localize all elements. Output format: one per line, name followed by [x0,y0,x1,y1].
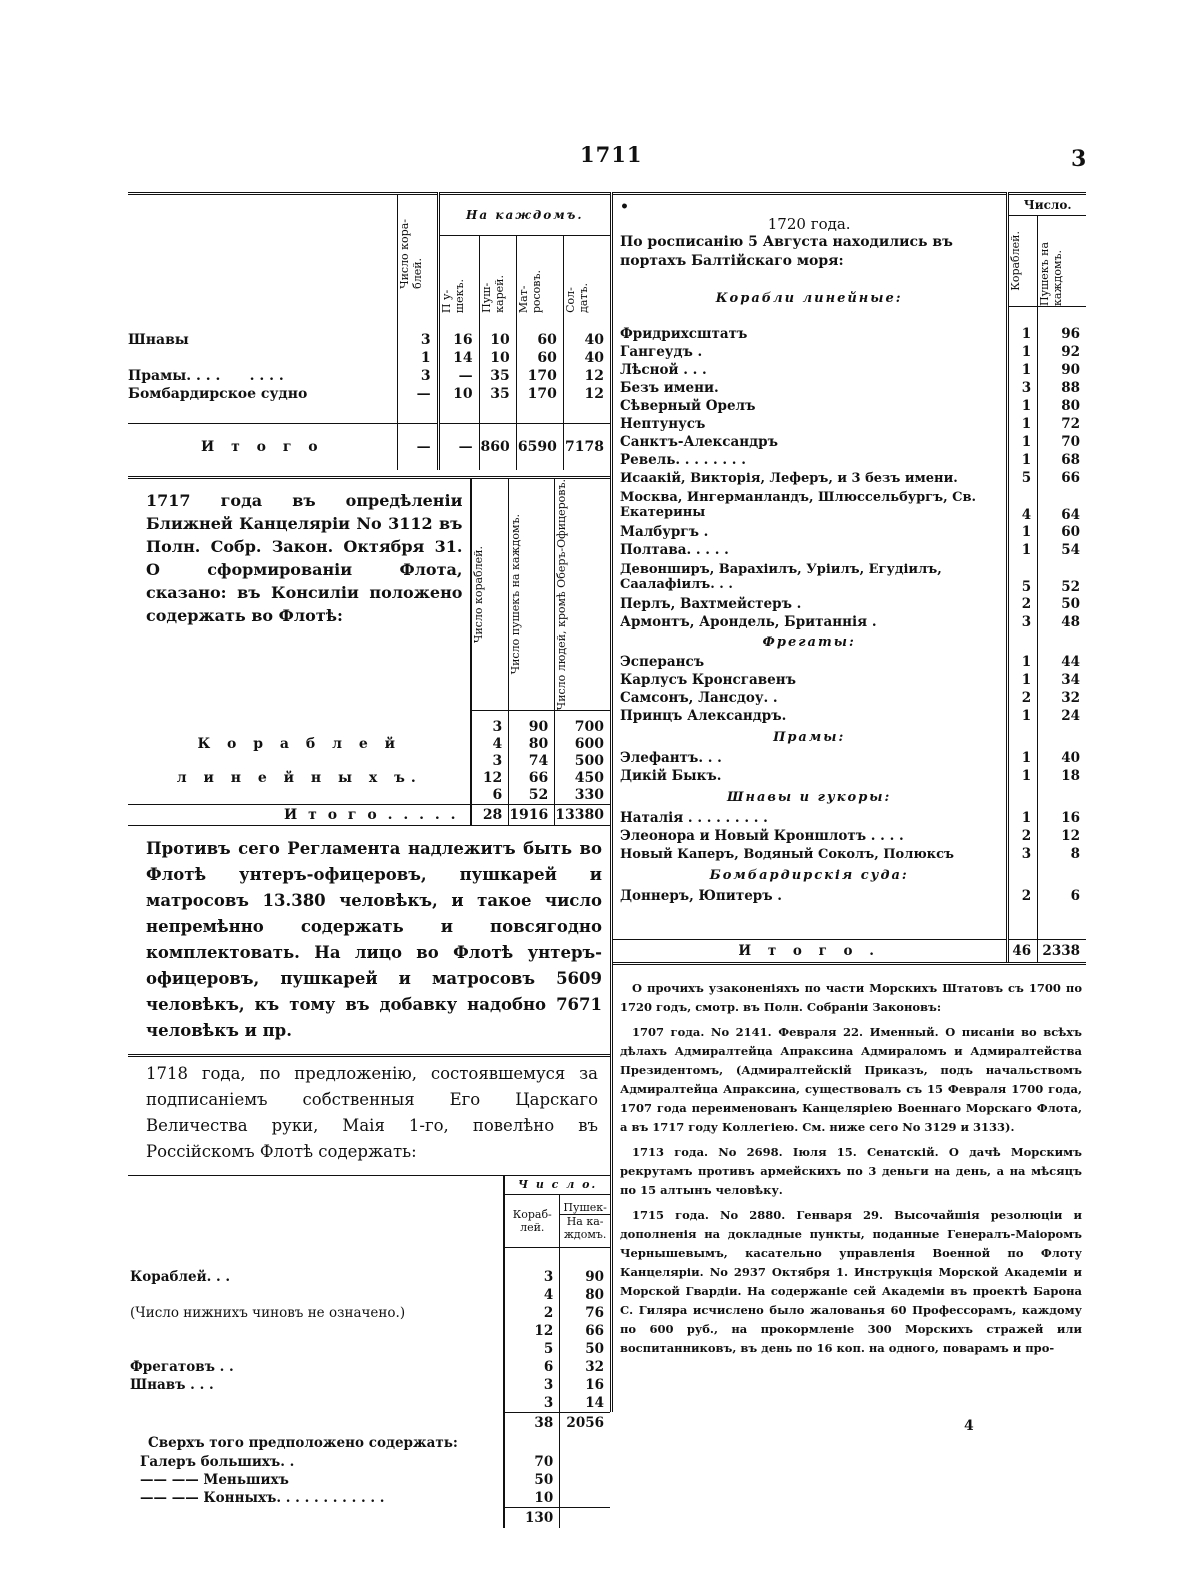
table-row: Армонтъ, Арондель, Британнія . 3 48 [612,613,1086,631]
table-row: Самсонъ, Лансдоу. . 2 32 [612,689,1086,707]
running-year: 1711 [580,142,643,167]
table-row: Полтава. . . . . 1 54 [612,541,1086,559]
page-header [0,142,1191,172]
table-total-row: И т о г о . . . . . 28 1916 13380 [128,804,610,825]
signature-mark: 4 [964,1418,974,1434]
table-row: Лѣсной . . . 1 90 [612,361,1086,379]
table-row: 1 14 10 60 40 [128,349,610,367]
table-row: Санктъ-Александръ 1 70 [612,433,1086,451]
section-1720-text: По росписанію 5 Августа находились въ портахъ Балтійскаго моря: [620,234,953,269]
table-row: 3 74 500 [128,753,610,770]
table-row: л и н е й н ы х ъ. 12 66 450 [128,770,610,787]
table-row: (Число нижнихъ чиновъ не означено.) 2 76 [128,1304,610,1322]
table-row: Галеръ большихъ. . 70 [128,1453,610,1471]
table-row: 4 80 [128,1286,610,1304]
table-row: Карлусъ Кронсгавенъ 1 34 [612,671,1086,689]
table-row: Исаакій, Викторія, Леферъ, и 3 безъ имени. 5 66 [612,469,1086,487]
table-row: Перлъ, Вахтмейстеръ . 2 50 [612,595,1086,613]
section-1717-text: 1717 года въ опредѣленіи Ближней Канцеляріи No 3112 въ Полн. Собр. Закон. Октября 31. О сформированіи Флота, сказано: въ Консиліи положено содержать во Флотѣ: [146,491,463,625]
table-total-row: И т о г о . 46 2338 [612,940,1086,963]
table-row: Москва, Ингерманландъ, Шлюссельбургъ, Св. Екатерины 4 64 [612,487,1086,523]
col-sailors: Мат- росовъ. [516,269,543,313]
table-row: 5 50 [128,1340,610,1358]
table-row: Фридрихсштатъ 1 96 [612,325,1086,343]
table-row: Шнавъ . . . 3 16 [128,1376,610,1394]
table-row: Дикій Быкъ. 1 18 [612,767,1086,785]
table-row: Шнавы 3 16 10 60 40 [128,331,610,349]
table-row: Эсперансъ 1 44 [612,653,1086,671]
table-row: Безъ имени. 3 88 [612,379,1086,397]
right-column [612,192,1090,1358]
table-1711-vessels [128,192,610,470]
table-row: Нептунусъ 1 72 [612,415,1086,433]
left-column [128,192,613,1526]
table-row: К о р а б л е й 4 80 600 [128,736,610,753]
table-row: Элеонора и Новый Кроншлотъ . . . . 2 12 [612,827,1086,845]
table-row: Девонширъ, Варахіилъ, Уріилъ, Егудіилъ, Саалафіилъ. . . 5 52 [612,559,1086,595]
table-row: Принцъ Александръ. 1 24 [612,707,1086,725]
table-row: Гангеудъ . 1 92 [612,343,1086,361]
col-guns: П у- шекъ. [439,278,466,313]
table-row: Кораблей. . . 3 90 [128,1268,610,1286]
table-row: Наталія . . . . . . . . . 1 16 [612,809,1086,827]
table-row: Бомбардирское судно — 10 35 170 12 [128,385,610,403]
table-row: Фрегатовъ . . 6 32 [128,1358,610,1376]
table-row: Доннеръ, Юпитеръ . 2 6 [612,887,1086,905]
group-title-row: Прамы: [612,725,1086,749]
table-row: —— —— Конныхъ. . . . . . . . . . . . 10 [128,1489,610,1508]
table-total-row: 130 [128,1507,610,1528]
table-row: Ревель. . . . . . . . 1 68 [612,451,1086,469]
extra-title: Сверхъ того предположено содержать: [148,1434,458,1451]
col-soldiers: Сол- датъ. [563,283,590,313]
table-row: 3 14 [128,1394,610,1413]
group-title-row: Фрегаты: [612,631,1086,653]
section-1718-text: 1718 года, по предложенію, состоявшемуся за подписаніемъ собственныя Его Царскаго Величества руки, Маія 1-го, повелѣно въ Россійскомъ Флотѣ содержать: [146,1063,598,1161]
table-total-row: 38 2056 [128,1412,610,1433]
col-ships: Число кора- блей. [397,219,424,289]
table-row: Прамы. . . . . . . . 3 — 35 170 12 [128,367,610,385]
group-title-row: Бомбардирскія суда: [612,863,1086,887]
table-row: 12 66 [128,1322,610,1340]
group-title-line: Корабли линейные: [715,291,903,306]
table-row: 6 52 330 [128,787,610,805]
group-title-row: Шнавы и гукоры: [612,785,1086,809]
note-intro: О прочихъ узаконеніяхъ по части Морскихъ Штатовъ съ 1700 по 1720 годъ, смотр. въ Полн. Собраніи Законовъ: [620,981,1082,1014]
col-gunners: Пуш- карей. [479,275,506,313]
table-row: Новый Каперъ, Водяный Соколъ, Полюксъ 3 8 [612,845,1086,863]
bullet: • [620,199,629,215]
note-1713: 1713 года. No 2698. Іюля 15. Сенатскій. О дачѣ Морскимъ рекрутамъ противъ армейскихъ по 3 деньги на день, а на мѣсяцъ по 15 алтынъ человѣку. [620,1145,1082,1197]
table-row: Малбургъ . 1 60 [612,523,1086,541]
table-1717: 1717 года въ опредѣленіи Ближней Канцеляріи No 3112 въ Полн. Собр. Закон. Октября 31. О сформированіи Флота, сказано: въ Консиліи положено содержать во Флотѣ: Число кораблей. Число пушекъ на каждомъ. Число людей, кромѣ Оберъ-Офицеровъ. 3 90 700 К о р а б л е й 4 80 600 3 74 500 л и н е й н ы х ъ. 12 66 450 6 52 330 И т о г о . . . . . 28 1916 13380 [128,479,610,825]
table-row: —— —— Меньшихъ 50 [128,1471,610,1489]
section-1720-title: 1720 года. [767,215,851,233]
table-total-row: И т о г о — — 860 6590 7178 [128,424,610,471]
note-1707: 1707 года. No 2141. Февраля 22. Именный. О писаніи во всѣхъ дѣлахъ Адмиралтейца Апраксина Адмираломъ и Адмиралтейства Президентомъ, (Адмиралтейскій Приказъ, подъ начальствомъ Адмиралтейца Апраксина, существовалъ съ 15 Февраля 1700 года, 1707 года переименованъ Канцеляріею Военнаго Морскаго Флота, а въ 1717 году Коллегіею. См. ниже сего No 3129 и 3133). [620,1025,1082,1134]
note-1715: 1715 года. No 2880. Генваря 29. Высочайшія резолюціи и дополненія на докладные пункты, поданные Генералъ-Маіоромъ Чернышевымъ, касательно управленія Военной по Флоту Канцеляріи. No 2937 Октября 1. Инструкція Морской Академіи и Морской Гвардіи. На содержаніе сей Академіи въ проектѣ Барона С. Гиляра исчислено было жалованья 60 Профессорамъ, каждому по 600 руб., на прокормленіе 300 Морскихъ стражей или воспитанниковъ, въ день по 16 коп. на одного, поварамъ и про- [620,1208,1082,1355]
table-1720-fleet: • 1720 года. По росписанію 5 Августа находились въ портахъ Балтійскаго моря: Корабли линейные: Число. Кораблей. Пушекъ на каждомъ. Фридрихсштатъ 1 96 Гангеудъ . 1 92 Лѣсной . . . 1 90 Безъ имени. 3 88 Сѣверный Орелъ 1 80 Нептунусъ 1 72 Санктъ-Александръ 1 70 Ревель. . . . . . . . 1 68 Исаакій, Викторія, Леферъ, и 3 безъ имени. 5 66 Москва, Ингерманландъ, Шлюссельбургъ, Св. Екатерины 4 64 Малбургъ . 1 60 Полтава. . . . . 1 54 Девонширъ, Варахіилъ, Уріилъ, Егудіилъ, Саалафіилъ. . . 5 52 Перлъ, Вахтмейстеръ . 2 50 Армонтъ, Арондель, Британнія . 3 48 Фрегаты: Эсперансъ 1 44 Карлусъ Кронсгавенъ 1 34 Самсонъ, Лансдоу. . 2 32 Принцъ Александръ. 1 24 Прамы: Элефантъ. . . 1 40 Дикій Быкъ. 1 18 Шнавы и гукоры: Наталія . . . . . . . . . 1 16 Элеонора и Новый Кроншлотъ . . . . 2 12 Новый Каперъ, Водяный Соколъ, Полюксъ 3 8 Бомбардирскія суда: Доннеръ, Юпитеръ . 2 6 И т о г о . 46 2338 [612,192,1086,962]
notes-section [612,965,1090,1358]
table-row: Элефантъ. . . 1 40 [612,749,1086,767]
paragraph-regulation: Противъ сего Регламента надлежитъ быть во Флотѣ унтеръ-офицеровъ, пушкарей и матросовъ 13.380 человѣкъ, и такое число непремѣнно содержать и повсягодно комплектовать. На лицо во Флотѣ унтеръ-офицеровъ, пушкарей и матросовъ 5609 человѣкъ, къ тому въ добавку надобно 7671 человѣкъ и пр. [146,838,602,1040]
col-header-chislo: Число. [1008,194,1086,216]
table-row: Сѣверный Орелъ 1 80 [612,397,1086,415]
label-lineynykh: л и н е й н ы х ъ. [176,770,422,787]
col-header-top: На каждомъ. [438,194,610,236]
page-number: 3 [1071,146,1087,172]
table-row: 3 90 700 [128,719,610,736]
table-1718: Ч и с л о. Кораб- лей. Пушек- На ка- ждомъ. Кораблей. . . 3 90 4 80 (Число нижнихъ чиновъ не означено.) 2 76 12 66 5 50 Фрегатовъ . . 6 32 Шнавъ . . . 3 16 3 14 38 2056 Сверхъ того предположено содержать: Галеръ большихъ. . 70 —— —— Меньшихъ 50 —— —— Конныхъ. . . . . . . . . . . . 10 130 [128,1176,610,1528]
label-korabley: К о р а б л е й [197,736,401,753]
